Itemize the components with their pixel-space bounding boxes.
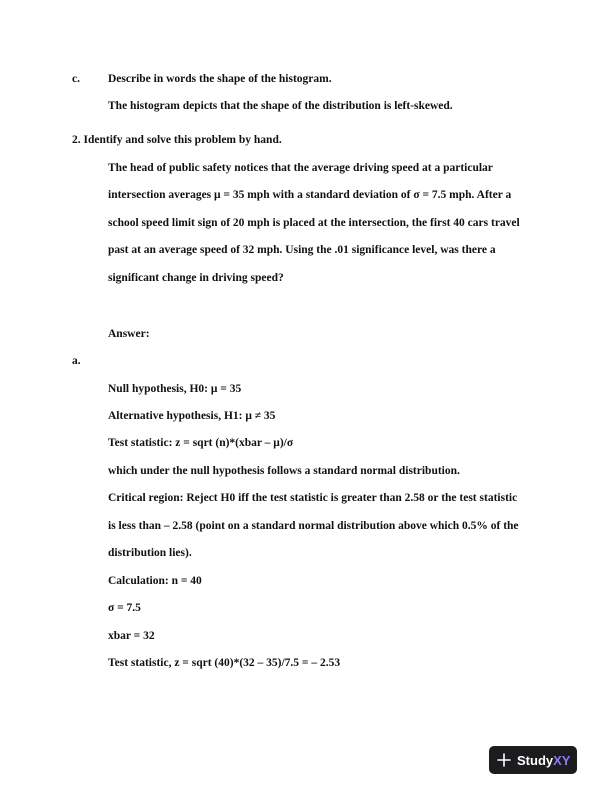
part-a-line: Calculation: n = 40 bbox=[108, 575, 202, 587]
section-c-answer: The histogram depicts that the shape of the distribution is left-skewed. bbox=[108, 100, 453, 112]
section-c-marker: c. bbox=[72, 73, 80, 85]
part-a-line: distribution lies). bbox=[108, 547, 192, 559]
problem-text-line: past at an average speed of 32 mph. Using the .01 significance level, was there a bbox=[108, 244, 496, 256]
part-a-line: Test statistic: z = sqrt (n)*(xbar – μ)/σ bbox=[108, 437, 294, 449]
part-a-line: Test statistic, z = sqrt (40)*(32 – 35)/7.5 = – 2.53 bbox=[108, 657, 341, 669]
part-a-line: xbar = 32 bbox=[108, 630, 155, 642]
part-a-line: Null hypothesis, H0: μ = 35 bbox=[108, 383, 242, 395]
problem-text-line: school speed limit sign of 20 mph is placed at the intersection, the first 40 cars travel bbox=[108, 217, 520, 229]
problem-2-heading: 2. Identify and solve this problem by hand. bbox=[72, 134, 282, 146]
studyxy-badge[interactable] bbox=[489, 746, 577, 774]
plus-icon bbox=[497, 753, 511, 767]
part-a-marker: a. bbox=[72, 355, 81, 367]
section-c-question: Describe in words the shape of the histogram. bbox=[108, 73, 332, 85]
problem-text-line: The head of public safety notices that the average driving speed at a particular bbox=[108, 162, 493, 174]
studyxy-logo-text bbox=[517, 753, 570, 768]
answer-label: Answer: bbox=[108, 328, 150, 340]
part-a-line: Critical region: Reject H0 iff the test statistic is greater than 2.58 or the test statistic bbox=[108, 492, 518, 504]
part-a-line: which under the null hypothesis follows a standard normal distribution. bbox=[108, 465, 460, 477]
problem-text-line: significant change in driving speed? bbox=[108, 272, 284, 284]
brand-main: Study bbox=[517, 752, 554, 768]
part-a-line: is less than – 2.58 (point on a standard normal distribution above which 0.5% of the bbox=[108, 520, 519, 532]
brand-accent: XY bbox=[553, 752, 571, 768]
part-a-line: Alternative hypothesis, H1: μ ≠ 35 bbox=[108, 410, 276, 422]
part-a-line: σ = 7.5 bbox=[108, 602, 141, 614]
problem-text-line: intersection averages μ = 35 mph with a standard deviation of σ = 7.5 mph. After a bbox=[108, 189, 512, 201]
